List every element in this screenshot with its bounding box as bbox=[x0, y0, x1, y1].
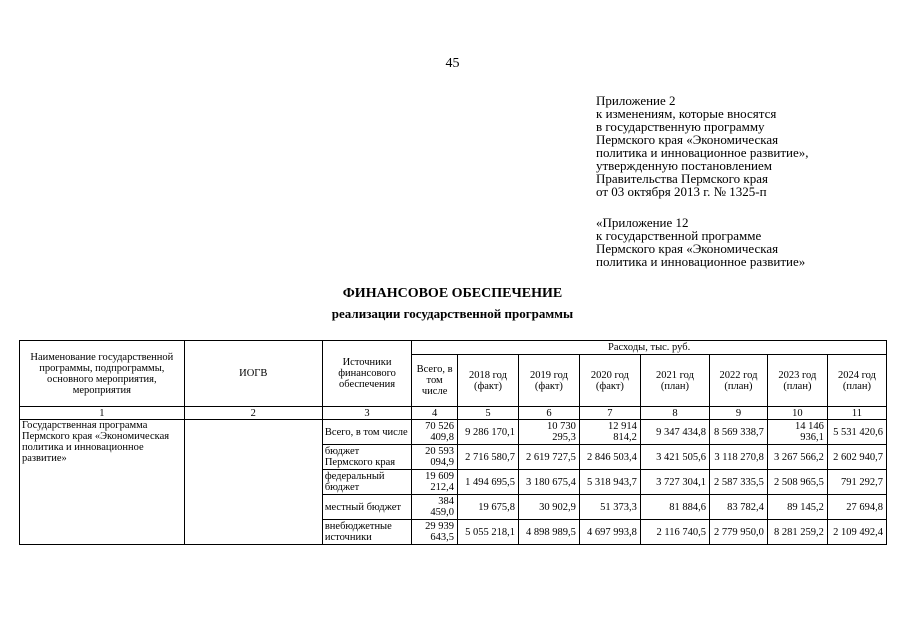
source-cell: Всего, в том числе bbox=[322, 420, 411, 445]
header-2022: 2022 год (план) bbox=[709, 355, 767, 407]
annex-line: в государственную программу bbox=[596, 119, 765, 134]
program-name-cell: Государственная программа Пермского края «Экономическая политика и инновационное развитие» bbox=[20, 420, 185, 545]
total-cell: 70 526 409,8 bbox=[412, 420, 458, 445]
value-2020-cell: 12 914 814,2 bbox=[579, 420, 640, 445]
source-cell: местный бюджет bbox=[322, 495, 411, 520]
value-2023-cell: 8 281 259,2 bbox=[767, 520, 827, 545]
header-2018: 2018 год (факт) bbox=[457, 355, 518, 407]
value-2018-cell: 2 716 580,7 bbox=[457, 445, 518, 470]
column-index: 1 bbox=[20, 407, 185, 420]
annex-header bbox=[596, 94, 809, 198]
document-subtitle: реализации государственной программы bbox=[331, 306, 574, 321]
annex-line: к изменениям, которые вносятся bbox=[596, 106, 777, 121]
value-2022-cell: 8 569 338,7 bbox=[709, 420, 767, 445]
column-index: 5 bbox=[457, 407, 518, 420]
value-2018-cell: 5 055 218,1 bbox=[457, 520, 518, 545]
annex-line: Пермского края «Экономическая bbox=[596, 132, 779, 147]
header-expenses: Расходы, тыс. руб. bbox=[412, 341, 887, 355]
annex-line: Приложение 2 bbox=[596, 93, 676, 108]
value-2021-cell: 3 421 505,6 bbox=[640, 445, 709, 470]
column-index: 11 bbox=[827, 407, 886, 420]
annex-line: политика и инновационное развитие», bbox=[596, 145, 809, 160]
column-index: 3 bbox=[322, 407, 411, 420]
source-cell: бюджет Пермского края bbox=[322, 445, 411, 470]
column-index: 4 bbox=[412, 407, 458, 420]
value-2023-cell: 89 145,2 bbox=[767, 495, 827, 520]
value-2020-cell: 4 697 993,8 bbox=[579, 520, 640, 545]
value-2020-cell: 51 373,3 bbox=[579, 495, 640, 520]
value-2020-cell: 2 846 503,4 bbox=[579, 445, 640, 470]
header-name: Наименование государственной программы, подпрограммы, основного мероприятия, мероприятия bbox=[20, 341, 185, 407]
column-index: 9 bbox=[709, 407, 767, 420]
value-2020-cell: 5 318 943,7 bbox=[579, 470, 640, 495]
value-2022-cell: 83 782,4 bbox=[709, 495, 767, 520]
header-2021: 2021 год (план) bbox=[640, 355, 709, 407]
value-2019-cell: 10 730 295,3 bbox=[518, 420, 579, 445]
value-2024-cell: 791 292,7 bbox=[827, 470, 886, 495]
document-title: ФИНАНСОВОЕ ОБЕСПЕЧЕНИЕ bbox=[342, 286, 563, 301]
header-2024: 2024 год (план) bbox=[827, 355, 886, 407]
value-2023-cell: 3 267 566,2 bbox=[767, 445, 827, 470]
column-index: 7 bbox=[579, 407, 640, 420]
value-2022-cell: 2 779 950,0 bbox=[709, 520, 767, 545]
value-2022-cell: 3 118 270,8 bbox=[709, 445, 767, 470]
financing-table bbox=[19, 340, 887, 545]
table-row bbox=[20, 420, 887, 445]
column-index-row bbox=[20, 407, 887, 420]
value-2019-cell: 3 180 675,4 bbox=[518, 470, 579, 495]
header-2020: 2020 год (факт) bbox=[579, 355, 640, 407]
page-number: 45 bbox=[445, 56, 460, 71]
value-2021-cell: 81 884,6 bbox=[640, 495, 709, 520]
source-cell: федеральный бюджет bbox=[322, 470, 411, 495]
annex12-header bbox=[596, 216, 805, 268]
annex-line: утвержденную постановлением bbox=[596, 158, 773, 173]
header-sources: Источники финансового обеспечения bbox=[322, 341, 411, 407]
header-iogv: ИОГВ bbox=[184, 341, 322, 407]
value-2021-cell: 3 727 304,1 bbox=[640, 470, 709, 495]
value-2024-cell: 2 109 492,4 bbox=[827, 520, 886, 545]
value-2018-cell: 1 494 695,5 bbox=[457, 470, 518, 495]
annex-line: от 03 октября 2013 г. № 1325-п bbox=[596, 184, 767, 199]
total-cell: 384 459,0 bbox=[412, 495, 458, 520]
total-cell: 29 939 643,5 bbox=[412, 520, 458, 545]
annex12-line: политика и инновационное развитие» bbox=[596, 254, 806, 269]
header-total: Всего, в том числе bbox=[412, 355, 458, 407]
value-2022-cell: 2 587 335,5 bbox=[709, 470, 767, 495]
value-2024-cell: 27 694,8 bbox=[827, 495, 886, 520]
value-2024-cell: 5 531 420,6 bbox=[827, 420, 886, 445]
column-index: 8 bbox=[640, 407, 709, 420]
source-cell: внебюджетные источники bbox=[322, 520, 411, 545]
annex-line: Правительства Пермского края bbox=[596, 171, 768, 186]
value-2023-cell: 2 508 965,5 bbox=[767, 470, 827, 495]
value-2018-cell: 19 675,8 bbox=[457, 495, 518, 520]
total-cell: 20 593 094,9 bbox=[412, 445, 458, 470]
value-2023-cell: 14 146 936,1 bbox=[767, 420, 827, 445]
annex12-line: Пермского края «Экономическая bbox=[596, 241, 779, 256]
value-2019-cell: 2 619 727,5 bbox=[518, 445, 579, 470]
header-2019: 2019 год (факт) bbox=[518, 355, 579, 407]
column-index: 6 bbox=[518, 407, 579, 420]
annex12-line: «Приложение 12 bbox=[596, 215, 689, 230]
value-2021-cell: 9 347 434,8 bbox=[640, 420, 709, 445]
column-index: 10 bbox=[767, 407, 827, 420]
value-2024-cell: 2 602 940,7 bbox=[827, 445, 886, 470]
iogv-cell bbox=[184, 420, 322, 545]
total-cell: 19 609 212,4 bbox=[412, 470, 458, 495]
annex12-line: к государственной программе bbox=[596, 228, 762, 243]
value-2019-cell: 30 902,9 bbox=[518, 495, 579, 520]
value-2019-cell: 4 898 989,5 bbox=[518, 520, 579, 545]
column-index: 2 bbox=[184, 407, 322, 420]
value-2018-cell: 9 286 170,1 bbox=[457, 420, 518, 445]
value-2021-cell: 2 116 740,5 bbox=[640, 520, 709, 545]
header-2023: 2023 год (план) bbox=[767, 355, 827, 407]
